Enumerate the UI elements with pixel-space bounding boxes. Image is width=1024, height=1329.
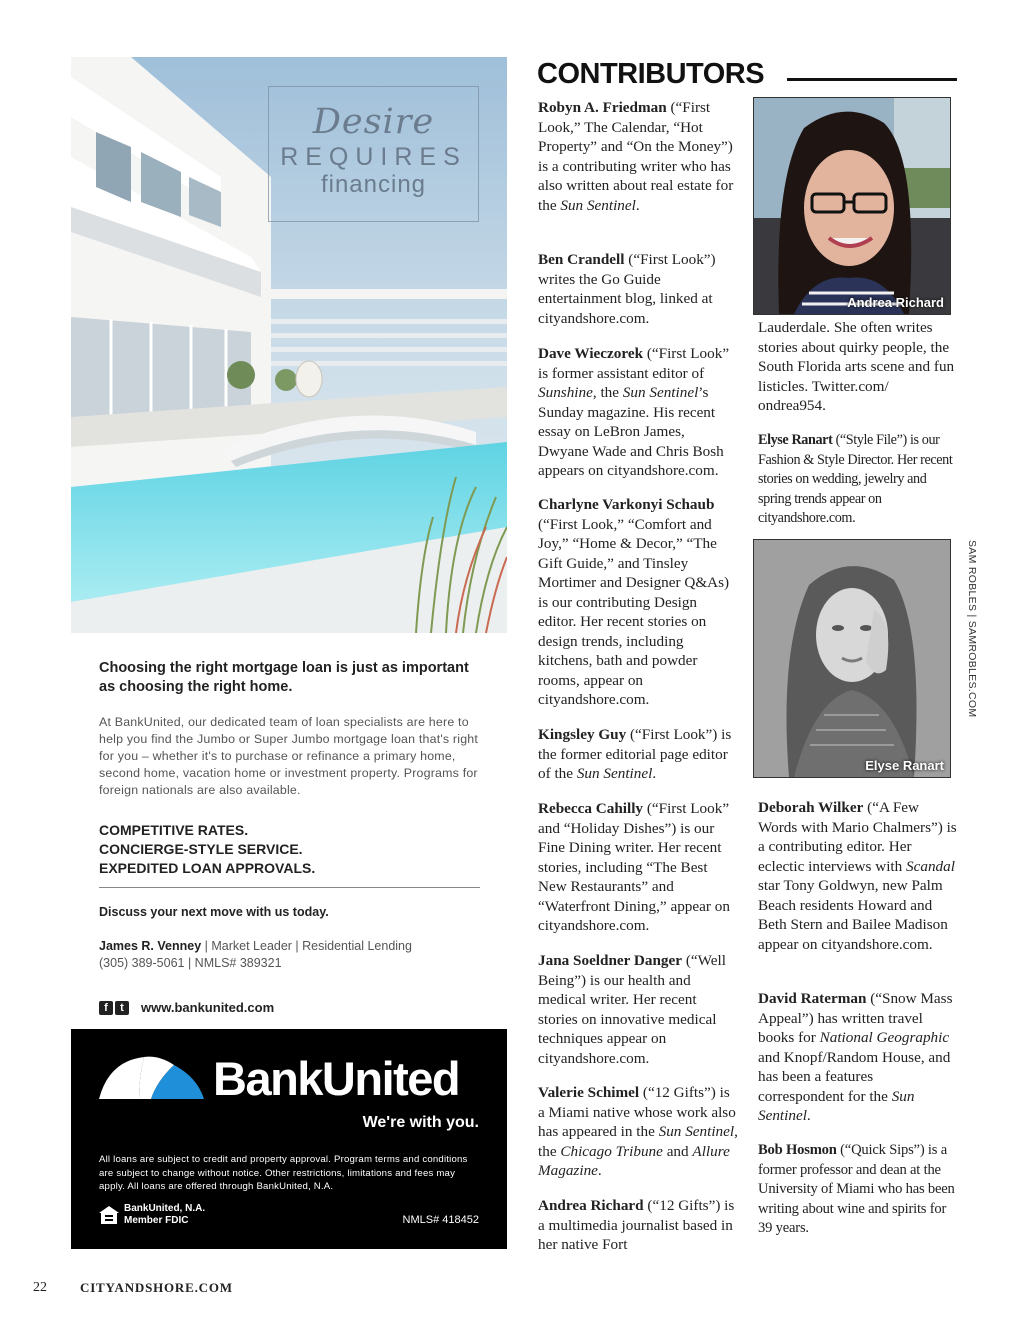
photo-andrea-richard: [753, 97, 951, 315]
ad-divider: [99, 887, 480, 888]
footer-site: CITYANDSHORE.COM: [80, 1280, 233, 1295]
portrait-andrea-richard: [754, 98, 950, 314]
page-number: 22: [33, 1280, 47, 1295]
bio-elyse-ranart: Elyse Ranart (“Style File”) is our Fashion & Style Director. Her recent stories on wedding, jewelry and spring trends appear on cityandshore.com.: [758, 432, 953, 526]
fdic-block: [99, 1203, 205, 1227]
bio-dave-wieczorek: Dave Wieczorek (“First Look” is former assistant editor of Sunshine, the Sun Sentinel’s Sunday magazine. His recent essay on LeBron James, Dwyane Wade and Chris Bosh appears on cityandshore.com.: [538, 345, 730, 479]
photo-credit: [964, 540, 978, 720]
bio-deborah-wilker: Deborah Wilker (“A Few Words with Mario Chalmers”) is a contributing editor. Her eclectic interviews with Scandal star Tony Goldwyn, new Palm Beach residents Howard and Beth Stern and Bailee Madison appear on cityandshore.com.: [758, 799, 957, 953]
ad-lead: Choosing the right mortgage loan is just as important as choosing the right home.: [99, 660, 469, 695]
bio-rebecca-cahilly: Rebecca Cahilly (“First Look” and “Holiday Dishes”) is our Fine Dining writer. Her recent stories, including “The Best New Restaurants” and “Waterfront Dining,” appear on cityandshore.com.: [538, 800, 730, 934]
bank-nmls: NMLS# 418452: [402, 1214, 479, 1226]
photo-caption: Elyse Ranart: [865, 758, 944, 773]
bio-andrea-richard: Andrea Richard (“12 Gifts”) is a multimedia journalist based in her native Fort: [538, 1197, 735, 1253]
photo-credit-text: SAM ROBLES | SAMROBLES.COM: [966, 540, 978, 718]
ad-copy: [99, 659, 481, 878]
bio-charlyne-schaub: Charlyne Varkonyi Schaub (“First Look,” “Comfort and Joy,” “Home & Decor,” “The Gift Guide,” and Tinsley Mortimer and Designer Q&As) is our contributing Design editor. Her recent stories on design trends, including kitchens, bath and powder rooms, appear on cityandshore.com.: [538, 496, 730, 708]
contact-phone: (305) 389-5061 | NMLS# 389321: [99, 956, 282, 970]
contact-name: James R. Venney: [99, 939, 202, 953]
ad-features: [99, 821, 481, 878]
ad-contact: [99, 938, 412, 972]
fdic-line2: Member FDIC: [124, 1215, 189, 1226]
bio-robyn-friedman: Robyn A. Friedman (“First Look,” The Calendar, “Hot Property” and “On the Money”) is a contributing writer who has also written about real estate for the Sun Sentinel.: [538, 99, 734, 214]
ad-body: At BankUnited, our dedicated team of loan specialists are here to help you find the Jumbo or Super Jumbo mortgage loan that's right for you – whether it's to purchase or refinance a primary home, second home, vacation home or investment property. Programs for foreign nationals are also available.: [99, 715, 479, 797]
equal-housing-icon: [99, 1206, 119, 1224]
bio-jana-danger: Jana Soeldner Danger (“Well Being”) is our health and medical writer. Her recent stories on innovative medical techniques appear on cityandshore.com.: [538, 952, 726, 1067]
bio-ben-crandell: Ben Crandell (“First Look”) writes the Go Guide entertainment blog, linked at cityandshore.com.: [538, 251, 716, 327]
portrait-elyse-ranart: [754, 540, 950, 777]
facebook-icon[interactable]: f: [99, 1001, 113, 1015]
contact-title: | Market Leader | Residential Lending: [204, 939, 412, 953]
title-rule: [787, 78, 957, 81]
ad-web-row: [99, 1000, 274, 1015]
bio-kingsley-guy: Kingsley Guy (“First Look”) is the former editorial page editor of the Sun Sentinel.: [538, 726, 732, 782]
ad-feature: COMPETITIVE RATES.: [99, 822, 249, 838]
page-title: CONTRIBUTORS: [537, 58, 765, 90]
twitter-icon[interactable]: t: [115, 1001, 129, 1015]
ad-website-link[interactable]: www.bankunited.com: [141, 1000, 275, 1015]
ad-feature: CONCIERGE-STYLE SERVICE.: [99, 841, 303, 857]
ad-headline-desire: Desire: [312, 102, 435, 142]
bank-name: BankUnited: [213, 1052, 460, 1105]
fdic-line1: BankUnited, N.A.: [124, 1203, 206, 1214]
ad-cta: Discuss your next move with us today.: [99, 905, 329, 919]
ad-headline-requires: REQUIRES: [280, 143, 467, 171]
ad-headline-box: [268, 86, 479, 222]
bio-andrea-richard-cont: Lauderdale. She often writes stories about quirky people, the South Florida arts scene and fun listicles. Twitter.com/ ondrea954.: [758, 319, 955, 414]
bio-bob-hosmon: Bob Hosmon (“Quick Sips”) is a former professor and dean at the University of Miami who has been writing about wine and spirits for 39 years.: [758, 1142, 955, 1236]
bank-tagline: We're with you.: [362, 1114, 479, 1131]
ad-feature: EXPEDITED LOAN APPROVALS.: [99, 860, 316, 876]
bio-valerie-schimel: Valerie Schimel (“12 Gifts”) is a Miami native whose work also has appeared in the Sun Sentinel, the Chicago Tribune and Allure Magazine.: [538, 1084, 738, 1179]
bankunited-panel: [71, 1029, 507, 1249]
photo-caption: Andrea Richard: [847, 295, 944, 310]
bankunited-logo-icon: [99, 1055, 204, 1099]
ad-headline-financing: financing: [320, 171, 427, 198]
ad-hero-photo: [71, 57, 507, 633]
photo-elyse-ranart: [753, 539, 951, 778]
bio-david-raterman: David Raterman (“Snow Mass Appeal”) has written travel books for National Geographic and Knopf/Random House, and has been a features correspondent for the Sun Sentinel.: [758, 990, 953, 1124]
bank-disclaimer: All loans are subject to credit and property approval. Program terms and conditions are subject to change without notice. Other restrictions, limitations and fees may apply. All loans are offered through BankUnited, N.A.: [99, 1154, 468, 1192]
